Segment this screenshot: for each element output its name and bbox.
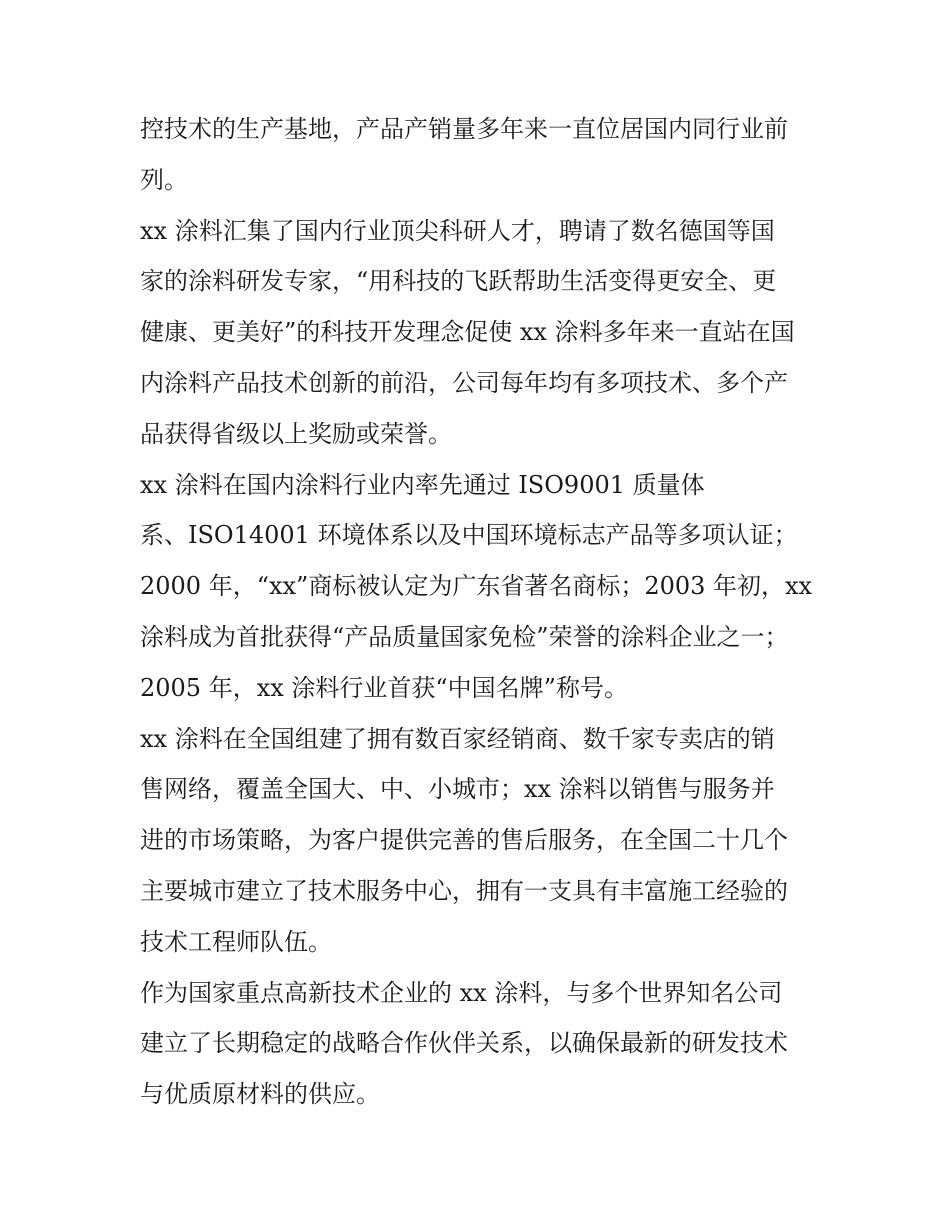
text-line-17: 技术工程师队伍。 bbox=[140, 927, 332, 956]
text-line-2: 列。 bbox=[140, 165, 188, 194]
text-line-16: 主要城市建立了技术服务中心，拥有一支具有丰富施工经验的 bbox=[140, 876, 788, 905]
text-line-19: 建立了长期稳定的战略合作伙伴关系，以确保最新的研发技术 bbox=[140, 1029, 788, 1058]
text-line-1: 控技术的生产基地，产品产销量多年来一直位居国内同行业前 bbox=[140, 115, 788, 143]
text-line-5: 健康、更美好”的科技开发理念促使 xx 涂料多年来一直站在国 bbox=[140, 318, 795, 347]
text-line-4: 家的涂料研发专家，“用科技的飞跃帮助生活变得更安全、更 bbox=[140, 267, 777, 296]
text-line-9: 系、ISO14001 环境体系以及中国环境标志产品等多项认证； bbox=[140, 521, 798, 550]
document-body bbox=[140, 104, 820, 1120]
text-line-20: 与优质原材料的供应。 bbox=[140, 1080, 380, 1109]
text-line-3: xx 涂料汇集了国内行业顶尖科研人才，聘请了数名德国等国 bbox=[140, 216, 775, 245]
text-line-7: 品获得省级以上奖励或荣誉。 bbox=[140, 419, 452, 448]
text-line-14: 售网络，覆盖全国大、中、小城市；xx 涂料以销售与服务并 bbox=[140, 775, 775, 804]
text-line-10: 2000 年，“xx”商标被认定为广东省著名商标；2003 年初，xx bbox=[140, 572, 813, 601]
text-line-13: xx 涂料在全国组建了拥有数百家经销商、数千家专卖店的销 bbox=[140, 724, 775, 753]
text-line-11: 涂料成为首批获得“产品质量国家免检”荣誉的涂料企业之一； bbox=[140, 622, 789, 651]
text-line-12: 2005 年，xx 涂料行业首获“中国名牌”称号。 bbox=[140, 673, 628, 702]
text-line-6: 内涂料产品技术创新的前沿，公司每年均有多项技术、多个产 bbox=[140, 368, 788, 397]
text-line-15: 进的市场策略，为客户提供完善的售后服务，在全国二十几个 bbox=[140, 826, 788, 855]
text-line-8: xx 涂料在国内涂料行业内率先通过 ISO9001 质量体 bbox=[140, 470, 705, 499]
text-line-18: 作为国家重点高新技术企业的 xx 涂料，与多个世界知名公司 bbox=[140, 978, 783, 1007]
